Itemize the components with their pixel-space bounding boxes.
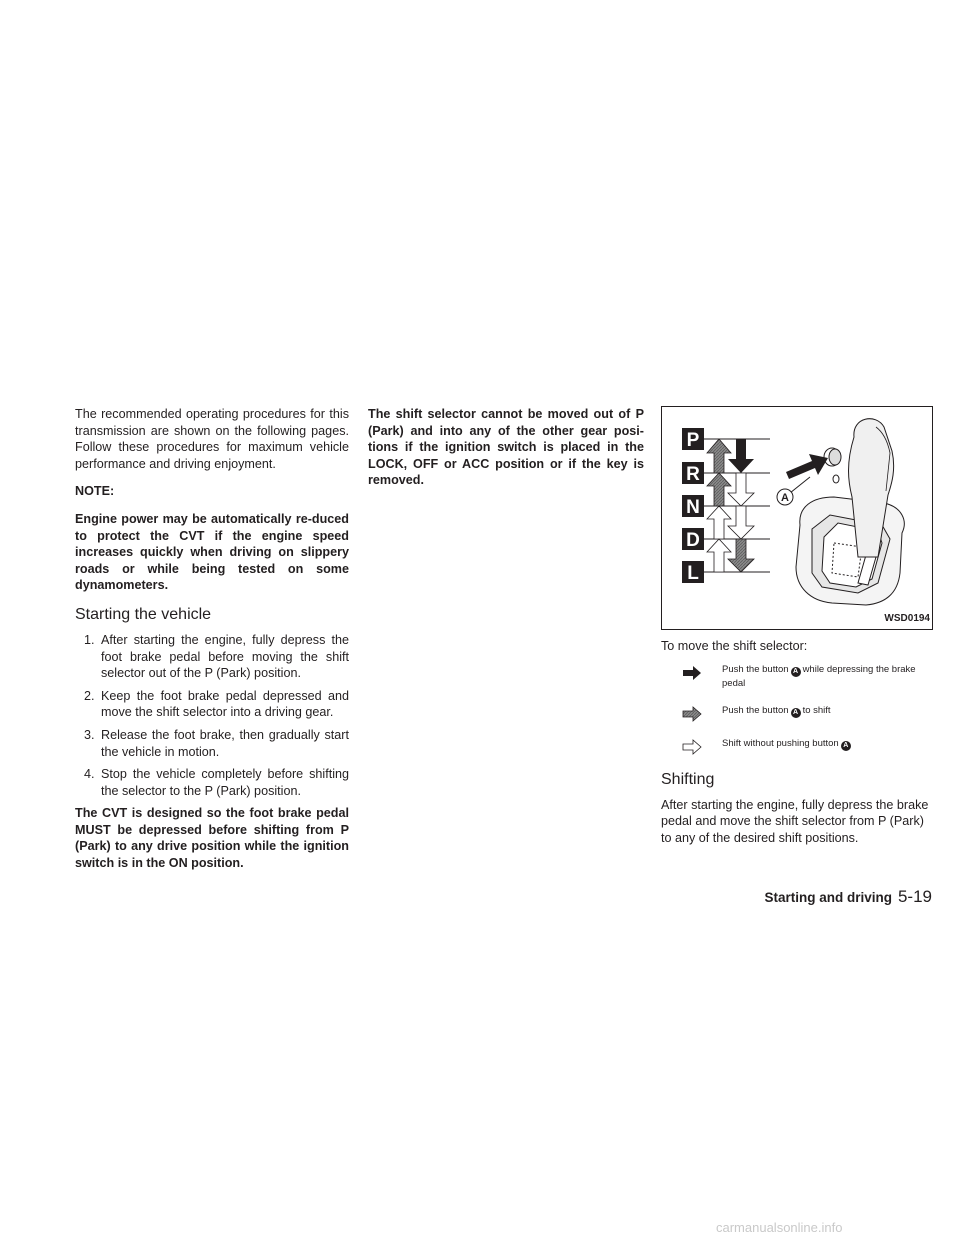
black-arrow-icon — [661, 663, 722, 683]
note-label: NOTE: — [75, 484, 115, 499]
button-a-badge: A — [791, 708, 801, 718]
footer-section-title: Starting and driving — [764, 890, 892, 905]
list-item: 3. Release the foot brake, then gradually start the vehicle in motion. — [84, 727, 349, 759]
arrow-down-gray-icon — [728, 539, 754, 572]
starting-steps — [75, 632, 349, 799]
section-title-starting: Starting the vehicle — [75, 605, 212, 623]
shift-pattern-illustration — [662, 407, 932, 629]
shift-selector-figure — [661, 406, 933, 630]
list-item: 4. Stop the vehicle completely before shifting the selector to the P (Park) position. — [84, 767, 349, 798]
arrow-down-white-icon — [728, 473, 754, 506]
callout-a-label: A — [781, 492, 789, 504]
gray-arrow-icon — [661, 704, 722, 724]
legend-item: Push the button A while depressing the brake pedal — [661, 663, 933, 691]
cvt-warning: The CVT is designed so the foot brake pedal MUST be depressed before shifting from P (Park) to any drive position while the ignition switch is in the ON position. — [75, 806, 349, 871]
shifting-paragraph: After starting the engine, fully depress the brake pedal and move the shift selector from P (Park) to any of the desired shift positions. — [661, 797, 929, 845]
gear-label-d: D — [686, 530, 700, 551]
figure-id: WSD0194 — [884, 613, 930, 625]
gear-label-n: N — [686, 497, 700, 518]
arrow-down-white-icon — [728, 506, 754, 539]
page-footer — [700, 887, 932, 907]
column-left — [75, 406, 349, 883]
arrow-up-gray-icon — [707, 473, 731, 506]
figure-caption: To move the shift selector: — [661, 639, 808, 653]
arrow-up-gray-icon — [707, 439, 731, 473]
legend-item: Shift without pushing button A — [661, 737, 933, 757]
list-item: 1. After starting the engine, fully depress the foot brake pedal before moving the shift selector out of the P (Park) position. — [84, 632, 349, 681]
button-a-badge: A — [791, 667, 801, 677]
note-text: Engine power may be automatically re-duced to protect the CVT if the engine speed increases quickly when driving on slippery roads or while being tested on some dynamometers. — [75, 511, 349, 593]
gear-label-l: L — [687, 563, 699, 584]
watermark: carmanualsonline.info — [716, 1220, 843, 1235]
arrow-up-white-icon — [707, 539, 731, 572]
legend-item: Push the button A to shift — [661, 704, 933, 724]
shift-lever-illustration — [796, 419, 904, 605]
white-arrow-icon — [661, 737, 722, 757]
button-a-badge: A — [841, 741, 851, 751]
gear-label-r: R — [686, 464, 700, 485]
page-number: 5-19 — [897, 887, 932, 906]
list-item: 2. Keep the foot brake pedal depressed and move the shift selector into a driving gear. — [84, 688, 349, 720]
shift-lock-warning: The shift selector cannot be moved out of P (Park) and into any of the other gear posi-tions if the ignition switch is placed in the LOCK, OFF or ACC position or if the key is removed. — [368, 407, 644, 488]
column-right — [661, 406, 933, 857]
push-arrow-icon — [786, 454, 828, 479]
arrow-down-black-icon — [728, 439, 754, 473]
gear-label-p: P — [686, 430, 700, 451]
intro-paragraph: The recommended operating procedures for this transmission are shown on the following pages. Follow these procedures for maximum vehicle performance and driving enjoyment. — [75, 407, 349, 471]
column-middle — [368, 406, 644, 500]
arrow-up-white-icon — [707, 506, 731, 539]
gear-labels — [682, 428, 704, 584]
section-title-shifting: Shifting — [661, 770, 715, 788]
